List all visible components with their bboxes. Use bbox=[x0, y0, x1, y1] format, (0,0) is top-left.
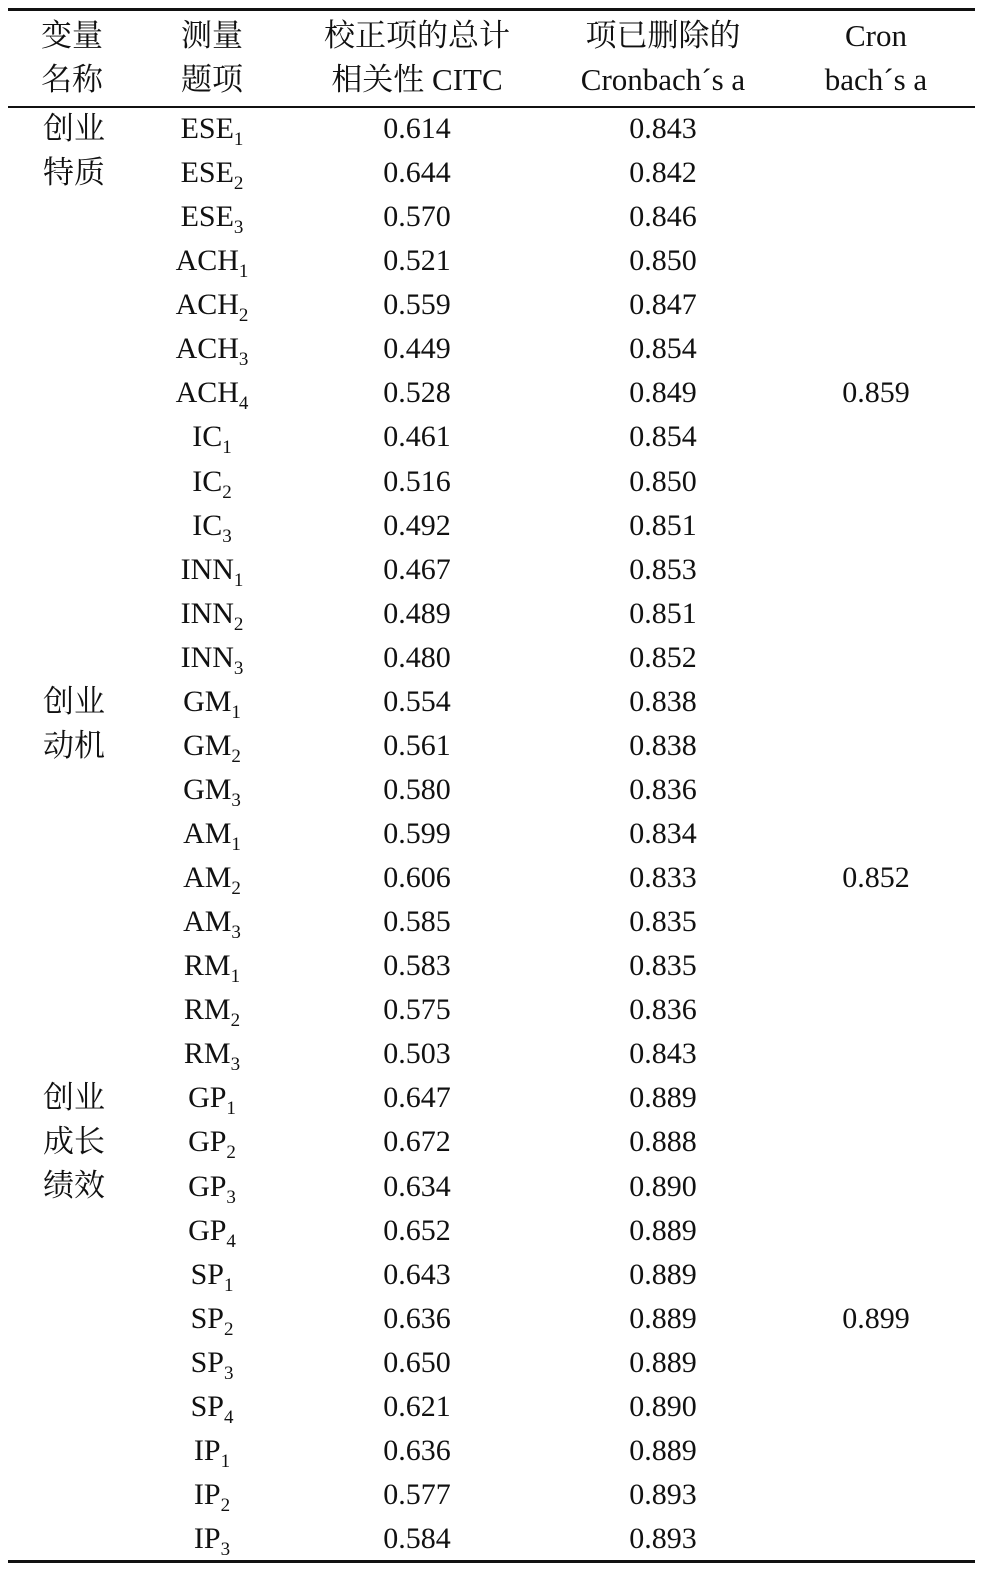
citc-value: 0.570 bbox=[383, 200, 451, 234]
citc-value: 0.489 bbox=[383, 596, 451, 630]
item-code-subscript: 4 bbox=[238, 393, 249, 415]
item-code-text: AM bbox=[183, 905, 232, 939]
header-variable-name: 变量 名称 bbox=[41, 18, 103, 97]
item-code bbox=[150, 1253, 274, 1297]
table-row bbox=[0, 1517, 992, 1561]
item-code-subscript: 1 bbox=[230, 966, 241, 988]
citc-value: 0.449 bbox=[383, 332, 451, 366]
item-code-text: RM bbox=[183, 1037, 231, 1071]
alpha-if-deleted-value: 0.890 bbox=[629, 1389, 697, 1423]
citc-value: 0.575 bbox=[383, 993, 451, 1027]
item-code bbox=[150, 592, 274, 636]
item-code bbox=[150, 944, 274, 988]
item-code bbox=[150, 1032, 274, 1076]
item-code bbox=[150, 548, 274, 592]
table-row bbox=[0, 415, 992, 459]
citc-value: 0.492 bbox=[383, 508, 451, 542]
citc-value: 0.583 bbox=[383, 949, 451, 983]
alpha-if-deleted-value: 0.849 bbox=[629, 376, 697, 410]
item-code-text: IC bbox=[192, 508, 223, 542]
item-code-subscript: 2 bbox=[230, 1010, 241, 1032]
table-row bbox=[0, 900, 992, 944]
item-code bbox=[150, 1385, 274, 1429]
item-code bbox=[150, 239, 274, 283]
variable-name-line: 创业 bbox=[43, 683, 105, 719]
alpha-if-deleted-value: 0.893 bbox=[629, 1477, 697, 1511]
alpha-if-deleted-value: 0.850 bbox=[629, 464, 697, 498]
item-code bbox=[150, 460, 274, 504]
item-code-subscript: 1 bbox=[238, 261, 249, 283]
citc-value: 0.503 bbox=[383, 1037, 451, 1071]
table-row bbox=[0, 1385, 992, 1429]
table-row bbox=[0, 107, 992, 151]
citc-value: 0.636 bbox=[383, 1301, 451, 1335]
item-code-subscript: 2 bbox=[223, 1318, 234, 1340]
citc-value: 0.672 bbox=[383, 1125, 451, 1159]
item-code-subscript: 3 bbox=[223, 1362, 234, 1384]
table-row bbox=[0, 1429, 992, 1473]
item-code bbox=[150, 1076, 274, 1120]
citc-value: 0.480 bbox=[383, 640, 451, 674]
alpha-if-deleted-value: 0.836 bbox=[629, 772, 697, 806]
item-code-text: SP bbox=[190, 1345, 224, 1379]
item-code-text: ESE bbox=[180, 200, 234, 234]
item-code-subscript: 1 bbox=[233, 129, 244, 150]
item-code-text: GM bbox=[183, 684, 232, 718]
alpha-if-deleted-value: 0.842 bbox=[629, 156, 697, 190]
alpha-if-deleted-value: 0.889 bbox=[629, 1301, 697, 1335]
header-cronbach-alpha: Cron bach´s a bbox=[824, 18, 928, 97]
alpha-if-deleted-value: 0.851 bbox=[629, 508, 697, 542]
citc-value: 0.644 bbox=[383, 156, 451, 190]
group-cronbach-alpha: 0.859 bbox=[842, 376, 910, 410]
variable-name-line: 绩效 bbox=[43, 1168, 105, 1204]
item-code-subscript: 1 bbox=[220, 1450, 231, 1472]
item-code bbox=[150, 900, 274, 944]
item-code-subscript: 2 bbox=[231, 745, 241, 767]
item-code bbox=[150, 504, 274, 548]
item-code-subscript: 2 bbox=[222, 481, 232, 503]
citc-value: 0.561 bbox=[383, 728, 451, 762]
alpha-if-deleted-value: 0.889 bbox=[629, 1345, 697, 1379]
item-code-text: AM bbox=[183, 817, 232, 850]
item-code bbox=[150, 1297, 274, 1341]
variable-name-line: 创业 bbox=[43, 111, 105, 146]
item-code bbox=[150, 283, 274, 327]
item-code bbox=[150, 680, 274, 724]
table-row bbox=[0, 1209, 992, 1253]
item-code-text: ESE bbox=[180, 112, 234, 145]
item-code-text: INN bbox=[180, 640, 234, 674]
table-row bbox=[0, 283, 992, 327]
table-row bbox=[0, 1032, 992, 1076]
citc-value: 0.614 bbox=[383, 112, 451, 145]
item-code-subscript: 1 bbox=[231, 834, 241, 855]
alpha-if-deleted-value: 0.889 bbox=[629, 1081, 697, 1115]
citc-value: 0.585 bbox=[383, 905, 451, 939]
item-code-subscript: 2 bbox=[226, 1142, 236, 1164]
citc-value: 0.652 bbox=[383, 1213, 451, 1247]
variable-name-line: 特质 bbox=[43, 155, 105, 190]
table-row bbox=[0, 504, 992, 548]
citc-value: 0.554 bbox=[383, 684, 451, 718]
table-row bbox=[0, 195, 992, 239]
alpha-if-deleted-value: 0.893 bbox=[629, 1522, 697, 1555]
item-code-subscript: 3 bbox=[226, 1186, 236, 1208]
item-code-text: GM bbox=[183, 728, 232, 762]
citc-value: 0.650 bbox=[383, 1345, 451, 1379]
table-row bbox=[0, 812, 992, 856]
item-code-text: ACH bbox=[175, 332, 239, 366]
alpha-if-deleted-value: 0.835 bbox=[629, 905, 697, 939]
item-code bbox=[150, 812, 274, 856]
table-row bbox=[0, 327, 992, 371]
item-code-text: GP bbox=[188, 1125, 227, 1159]
group-cronbach-alpha: 0.899 bbox=[842, 1301, 910, 1335]
table-row bbox=[0, 680, 992, 724]
item-code bbox=[150, 1429, 274, 1473]
citc-value: 0.461 bbox=[383, 420, 451, 454]
item-code-subscript: 3 bbox=[233, 657, 244, 679]
alpha-if-deleted-value: 0.889 bbox=[629, 1213, 697, 1247]
citc-value: 0.577 bbox=[383, 1477, 451, 1511]
table-row bbox=[0, 548, 992, 592]
item-code bbox=[150, 1473, 274, 1517]
item-code-text: ACH bbox=[175, 376, 239, 410]
alpha-if-deleted-value: 0.843 bbox=[629, 112, 697, 145]
citc-value: 0.599 bbox=[383, 817, 451, 850]
citc-value: 0.643 bbox=[383, 1257, 451, 1291]
citc-value: 0.516 bbox=[383, 464, 451, 498]
item-code-subscript: 4 bbox=[226, 1230, 236, 1252]
item-code-text: ESE bbox=[180, 156, 234, 190]
table-row bbox=[0, 724, 992, 768]
item-code-subscript: 2 bbox=[233, 613, 244, 635]
item-code-subscript: 3 bbox=[222, 525, 232, 547]
item-code-subscript: 2 bbox=[231, 878, 241, 900]
alpha-if-deleted-value: 0.833 bbox=[629, 861, 697, 895]
item-code-subscript: 1 bbox=[223, 1274, 234, 1296]
item-code-text: AM bbox=[183, 861, 232, 895]
table-row bbox=[0, 1341, 992, 1385]
table-row bbox=[0, 460, 992, 504]
item-code-subscript: 2 bbox=[233, 173, 244, 195]
citc-value: 0.636 bbox=[383, 1433, 451, 1467]
alpha-if-deleted-value: 0.838 bbox=[629, 728, 697, 762]
citc-value: 0.584 bbox=[383, 1522, 451, 1555]
item-code bbox=[150, 151, 274, 195]
alpha-if-deleted-value: 0.836 bbox=[629, 993, 697, 1027]
item-code-subscript: 3 bbox=[220, 1539, 231, 1560]
item-code bbox=[150, 327, 274, 371]
item-code-text: RM bbox=[183, 949, 231, 983]
citc-value: 0.621 bbox=[383, 1389, 451, 1423]
item-code bbox=[150, 1517, 274, 1561]
alpha-if-deleted-value: 0.852 bbox=[629, 640, 697, 674]
group-cronbach-alpha: 0.852 bbox=[842, 861, 910, 895]
item-code-text: SP bbox=[190, 1257, 224, 1291]
item-code bbox=[150, 371, 274, 415]
citc-value: 0.467 bbox=[383, 552, 451, 586]
variable-name-label bbox=[30, 680, 118, 768]
item-code-subscript: 1 bbox=[222, 437, 232, 459]
item-code-subscript: 3 bbox=[238, 349, 249, 371]
item-code-subscript: 1 bbox=[226, 1098, 236, 1120]
header-measurement-item: 测量 题项 bbox=[181, 18, 243, 97]
alpha-if-deleted-value: 0.834 bbox=[629, 817, 697, 850]
variable-name-label bbox=[30, 1076, 118, 1208]
item-code-text: ACH bbox=[175, 244, 239, 278]
alpha-if-deleted-value: 0.854 bbox=[629, 420, 697, 454]
header-citc: 校正项的总计 相关性 CITC bbox=[324, 18, 510, 97]
alpha-if-deleted-value: 0.846 bbox=[629, 200, 697, 234]
alpha-if-deleted-value: 0.851 bbox=[629, 596, 697, 630]
item-code-text: GP bbox=[188, 1213, 227, 1247]
top-rule bbox=[8, 8, 975, 11]
table-row bbox=[0, 1473, 992, 1517]
item-code-text: GP bbox=[188, 1169, 227, 1203]
variable-name-line: 动机 bbox=[43, 727, 105, 763]
item-code-text: ACH bbox=[175, 288, 239, 322]
alpha-if-deleted-value: 0.854 bbox=[629, 332, 697, 366]
variable-name-line: 成长 bbox=[43, 1124, 105, 1160]
table-row bbox=[0, 988, 992, 1032]
table-row bbox=[0, 768, 992, 812]
item-code-text: INN bbox=[180, 596, 234, 630]
citc-value: 0.559 bbox=[383, 288, 451, 322]
item-code-subscript: 3 bbox=[233, 217, 244, 239]
item-code-text: IC bbox=[192, 420, 223, 454]
table-row bbox=[0, 239, 992, 283]
item-code-text: IP bbox=[193, 1433, 221, 1467]
citc-value: 0.528 bbox=[383, 376, 451, 410]
item-code-text: INN bbox=[180, 552, 234, 586]
item-code bbox=[150, 195, 274, 239]
item-code-text: IP bbox=[193, 1522, 221, 1555]
table-row bbox=[0, 592, 992, 636]
item-code bbox=[150, 415, 274, 459]
item-code-text: IC bbox=[192, 464, 223, 498]
item-code-subscript: 2 bbox=[220, 1494, 231, 1516]
item-code bbox=[150, 988, 274, 1032]
header-alpha-if-deleted: 项已删除的 Cronbach´s a bbox=[580, 18, 746, 97]
item-code bbox=[150, 856, 274, 900]
alpha-if-deleted-value: 0.889 bbox=[629, 1433, 697, 1467]
item-code-text: RM bbox=[183, 993, 231, 1027]
citc-value: 0.580 bbox=[383, 772, 451, 806]
item-code-subscript: 3 bbox=[231, 922, 241, 944]
item-code-subscript: 1 bbox=[233, 569, 244, 591]
citc-value: 0.521 bbox=[383, 244, 451, 278]
alpha-if-deleted-value: 0.889 bbox=[629, 1257, 697, 1291]
table-row bbox=[0, 1165, 992, 1209]
citc-value: 0.606 bbox=[383, 861, 451, 895]
item-code-text: GP bbox=[188, 1081, 227, 1115]
item-code bbox=[150, 1120, 274, 1164]
item-code bbox=[150, 1209, 274, 1253]
table-row bbox=[0, 636, 992, 680]
alpha-if-deleted-value: 0.890 bbox=[629, 1169, 697, 1203]
item-code-subscript: 1 bbox=[231, 701, 241, 723]
item-code-text: SP bbox=[190, 1389, 224, 1423]
item-code-text: IP bbox=[193, 1477, 221, 1511]
table-row bbox=[0, 1120, 992, 1164]
citc-value: 0.634 bbox=[383, 1169, 451, 1203]
citc-value: 0.647 bbox=[383, 1081, 451, 1115]
item-code-subscript: 3 bbox=[230, 1054, 241, 1076]
item-code-subscript: 3 bbox=[231, 789, 241, 811]
variable-name-line: 创业 bbox=[43, 1080, 105, 1116]
item-code-subscript: 2 bbox=[238, 305, 249, 327]
table-row bbox=[0, 944, 992, 988]
alpha-if-deleted-value: 0.853 bbox=[629, 552, 697, 586]
item-code bbox=[150, 107, 274, 151]
item-code-text: GM bbox=[183, 772, 232, 806]
alpha-if-deleted-value: 0.835 bbox=[629, 949, 697, 983]
item-code bbox=[150, 1341, 274, 1385]
item-code bbox=[150, 636, 274, 680]
alpha-if-deleted-value: 0.888 bbox=[629, 1125, 697, 1159]
item-code-subscript: 4 bbox=[223, 1406, 234, 1428]
alpha-if-deleted-value: 0.838 bbox=[629, 684, 697, 718]
table-row bbox=[0, 151, 992, 195]
table-row bbox=[0, 1076, 992, 1120]
item-code bbox=[150, 1165, 274, 1209]
alpha-if-deleted-value: 0.843 bbox=[629, 1037, 697, 1071]
item-code-text: SP bbox=[190, 1301, 224, 1335]
item-code bbox=[150, 768, 274, 812]
item-code bbox=[150, 724, 274, 768]
variable-name-label bbox=[30, 107, 118, 195]
alpha-if-deleted-value: 0.850 bbox=[629, 244, 697, 278]
alpha-if-deleted-value: 0.847 bbox=[629, 288, 697, 322]
table-row bbox=[0, 1253, 992, 1297]
